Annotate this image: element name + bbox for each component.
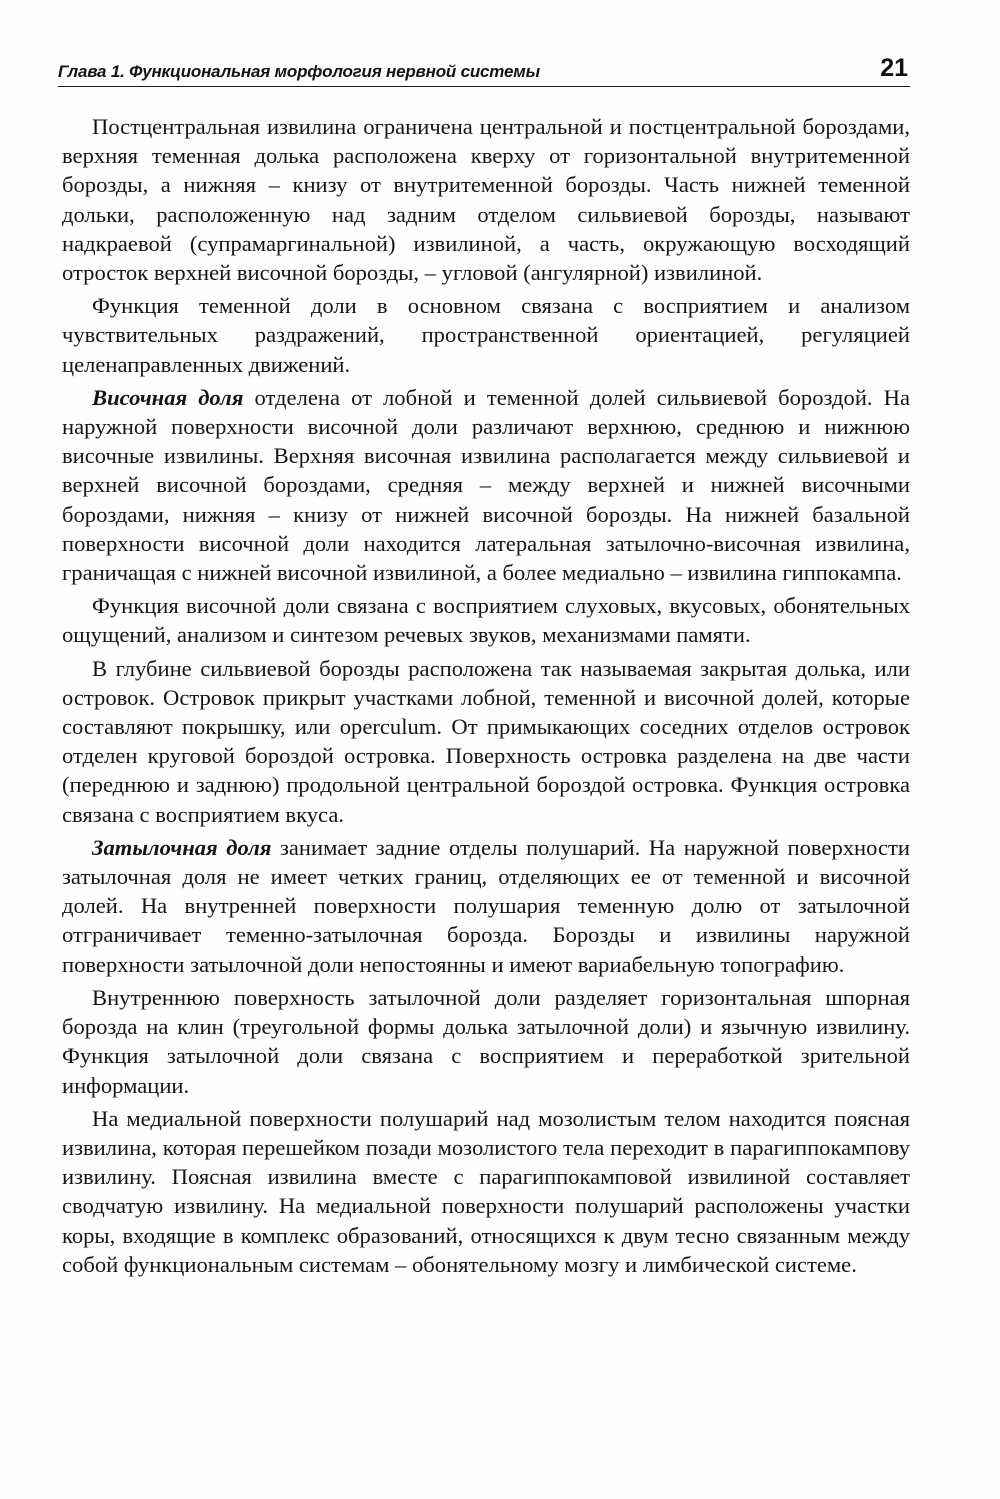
paragraph-medial-surface <box>62 1104 910 1279</box>
paragraph-temporal-function <box>62 591 910 649</box>
paragraph-text: отделена от лобной и теменной долей сильвиевой бороздой. На наружной поверхности височной доли различают верхнюю, среднюю и нижнюю височные извилины. Верхняя височная извилина располагается между сильвиевой и верхней височной бороздами, средняя – между верхней и нижней височными бороздами, нижняя – книзу от нижней височной борозды. На нижней базальной поверхности височной доли находится латеральная затылочно-височная извилина, граничащая с нижней височной извилиной, а более медиально – извилина гиппокампа. <box>62 384 910 586</box>
paragraph-occipital-inner-surface <box>62 983 910 1100</box>
page-number: 21 <box>880 54 908 82</box>
paragraph-occipital-lobe <box>62 833 910 979</box>
paragraph-postcentral-gyrus <box>62 112 910 287</box>
paragraph-temporal-lobe <box>62 383 910 587</box>
term-occipital-lobe: Затылочная доля <box>92 834 272 860</box>
body-text <box>62 112 910 1283</box>
paragraph-text: Внутреннюю поверхность затылочной доли разделяет горизонтальная шпорная борозда на клин (треугольной формы долька затылочной доли) и язычную извилину. Функция затылочной доли связана с восприятием и переработкой зрительной информации. <box>62 984 910 1098</box>
paragraph-parietal-function <box>62 291 910 379</box>
running-header <box>58 52 910 87</box>
paragraph-text: занимает задние отделы полушарий. На наружной поверхности затылочная доля не имеет четких границ, отделяющих ее от теменной и височной долей. На внутренней поверхности полушария теменную долю от затылочной отграничивает теменно-затылочная борозда. Борозды и извилины наружной поверхности затылочной доли непостоянны и имеют вариабельную топографию. <box>62 834 910 977</box>
paragraph-text: Функция височной доли связана с восприятием слуховых, вкусовых, обонятельных ощущений, анализом и синтезом речевых звуков, механизмами памяти. <box>62 593 910 648</box>
chapter-title: Глава 1. Функциональная морфология нервной системы <box>58 62 540 81</box>
paragraph-text: В глубине сильвиевой борозды расположена так называемая закрытая долька, или островок. Островок прикрыт участками лобной, теменной и височной долей, которые составляют покрышку, или operculum. От примыкающих соседних отделов островок отделен круговой бороздой островка. Поверхность островка разделена на две части (переднюю и заднюю) продольной центральной бороздой островка. Функция островка связана с восприятием вкуса. <box>62 655 910 827</box>
paragraph-text: На медиальной поверхности полушарий над мозолистым телом находится поясная извилина, которая перешейком позади мозолистого тела переходит в парагиппокампову извилину. Поясная извилина вместе с парагиппокамповой извилиной составляет сводчатую извилину. На медиальной поверхности полушарий расположены участки коры, входящие в комплекс образований, относящихся к двум тесно связанным между собой функциональным системам – обонятельному мозгу и лимбической системе. <box>62 1105 910 1277</box>
paragraph-text: Функция теменной доли в основном связана с восприятием и анализом чувствительных раздражений, пространственной ориентацией, регуляцией целенаправленных движений. <box>62 293 910 377</box>
paragraph-text: Постцентральная извилина ограничена центральной и постцентральной бороздами, верхняя теменная долька расположена кверху от горизонтальной внутритеменной борозды, а нижняя – книзу от внутритеменной борозды. Часть нижней теменной дольки, расположенную над задним отделом сильвиевой борозды, называют надкраевой (супрамаргинальной) извилиной, а часть, окружающую восходящий отросток верхней височной борозды, – угловой (ангулярной) извилиной. <box>62 114 910 286</box>
term-temporal-lobe: Височная доля <box>92 384 244 410</box>
paragraph-insula <box>62 654 910 829</box>
